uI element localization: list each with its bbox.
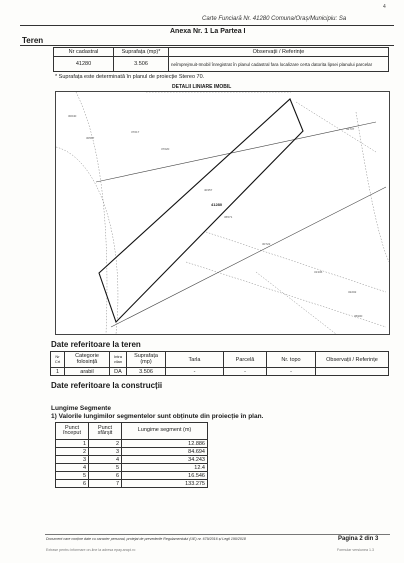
plan-label: 30722 bbox=[262, 242, 271, 246]
cell-nr-cadastral: 41280 bbox=[54, 57, 114, 72]
cell-sfarsit: 5 bbox=[89, 464, 122, 472]
lungime-subtitle: 1) Valorile lungimilor segmentelor sunt obținute din proiecție în plan. bbox=[51, 413, 264, 420]
ref-teren-row bbox=[51, 368, 389, 376]
cell-parcela: - bbox=[224, 368, 267, 376]
teren-rule bbox=[20, 45, 394, 46]
cell-inceput: 6 bbox=[56, 480, 89, 488]
cell-sfarsit: 3 bbox=[89, 448, 122, 456]
anexa-title: Anexa Nr. 1 La Partea I bbox=[170, 28, 246, 35]
cell-nr-crt: 1 bbox=[51, 368, 65, 376]
cell-inceput: 1 bbox=[56, 440, 89, 448]
cell-lungime: 133.275 bbox=[122, 480, 208, 488]
table-row bbox=[56, 464, 208, 472]
plan-label: 36571 bbox=[224, 215, 233, 219]
ref-teren-table bbox=[50, 351, 389, 376]
col-nr-crt: Nr Crt bbox=[51, 352, 65, 368]
table-row bbox=[56, 440, 208, 448]
cell-inceput: 3 bbox=[56, 456, 89, 464]
ref-teren-header-row bbox=[51, 352, 389, 368]
plan-label: 42737 bbox=[346, 127, 355, 131]
parcel-number: 41280 bbox=[211, 202, 223, 207]
cell-nr-topo: - bbox=[267, 368, 316, 376]
plan-label: 32202 bbox=[348, 290, 357, 294]
plan-label: 31336 bbox=[314, 270, 323, 274]
cell-inceput: 5 bbox=[56, 472, 89, 480]
cell-sfarsit: 6 bbox=[89, 472, 122, 480]
lungime-table bbox=[55, 422, 208, 488]
cell-observatii: neîmprejmuit-Imobil înregistrat în planul cadastral fara localizare certa datorita lipsei planului parcelar bbox=[169, 57, 389, 72]
col-observatii-ref: Observații / Referințe bbox=[316, 352, 389, 368]
cell-categorie: arabil bbox=[65, 368, 110, 376]
plan-title: DETALII LINIARE IMOBIL bbox=[172, 84, 232, 90]
ref-teren-title: Date referitoare la teren bbox=[51, 340, 141, 349]
cell-tarla: - bbox=[166, 368, 224, 376]
col-punct-inceput: Punct început bbox=[56, 423, 89, 440]
cell-lungime: 16.546 bbox=[122, 472, 208, 480]
cell-intravilan: DA bbox=[110, 368, 127, 376]
col-lungime: Lungime segment (m) bbox=[122, 423, 208, 440]
col-suprafata-mp: Suprafața (mp) bbox=[127, 352, 166, 368]
lungime-header-row bbox=[56, 423, 208, 440]
cell-inceput: 4 bbox=[56, 464, 89, 472]
online-extract-notice: Extrase pentru informare on-line la adresa epay.ancpi.ro bbox=[46, 548, 136, 552]
plan-label: 30040 bbox=[68, 114, 77, 118]
col-intravilan: Intra vilan bbox=[110, 352, 127, 368]
cell-lungime: 34.243 bbox=[122, 456, 208, 464]
corner-page-mark: 4 bbox=[383, 4, 386, 10]
cell-inceput: 2 bbox=[56, 448, 89, 456]
col-suprafata: Suprafața (mp)* bbox=[114, 48, 169, 57]
col-parcela: Parcelă bbox=[224, 352, 267, 368]
col-punct-sfarsit: Punct sfârșit bbox=[89, 423, 122, 440]
carte-funciara-header: Carte Funciară Nr. 41280 Comuna/Oraș/Municipiu: Sa bbox=[202, 16, 347, 22]
col-nr-cadastral: Nr cadastral bbox=[54, 48, 114, 57]
plan-drawing bbox=[56, 92, 389, 334]
table-row bbox=[56, 480, 208, 488]
cell-sfarsit: 2 bbox=[89, 440, 122, 448]
cadastral-plan bbox=[55, 91, 390, 335]
col-tarla: Tarla bbox=[166, 352, 224, 368]
teren-title: Teren bbox=[22, 36, 44, 45]
teren-row bbox=[54, 57, 389, 72]
header-rule bbox=[20, 25, 394, 26]
plan-label: 36900 bbox=[354, 314, 363, 318]
plan-label: 37017 bbox=[131, 130, 140, 134]
suprafata-footnote: * Suprafața este determinată în planul de proiecție Stereo 70. bbox=[55, 74, 205, 80]
ref-constructii-title: Date referitoare la construcții bbox=[51, 381, 163, 390]
cell-suprafata-mp: 3.506 bbox=[127, 368, 166, 376]
table-row bbox=[56, 472, 208, 480]
table-row bbox=[56, 456, 208, 464]
cell-sfarsit: 7 bbox=[89, 480, 122, 488]
cell-observatii-ref bbox=[316, 368, 389, 376]
teren-header-row bbox=[54, 48, 389, 57]
cell-suprafata: 3.506 bbox=[114, 57, 169, 72]
page-number: Pagina 2 din 3 bbox=[338, 536, 379, 542]
cell-lungime: 12.4 bbox=[122, 464, 208, 472]
col-categorie: Categorie folosință bbox=[65, 352, 110, 368]
teren-table bbox=[53, 47, 389, 72]
footer-rule bbox=[45, 534, 390, 535]
plan-label: 40357 bbox=[204, 188, 213, 192]
personal-data-notice: Document care conține date cu caracter personal, protejat de prevederile Regulamentului (UE) nr. 679/2016 și Legii 190/2018 bbox=[46, 537, 246, 541]
table-row bbox=[56, 448, 208, 456]
plan-label: 30587 bbox=[86, 136, 95, 140]
form-version: Formular versiunea 1.3 bbox=[337, 548, 374, 552]
plan-label: 37020 bbox=[161, 147, 170, 151]
parcel-boundary bbox=[99, 99, 303, 322]
cell-lungime: 84.694 bbox=[122, 448, 208, 456]
col-observatii: Observații / Referințe bbox=[169, 48, 389, 57]
cell-sfarsit: 4 bbox=[89, 456, 122, 464]
cell-lungime: 12.886 bbox=[122, 440, 208, 448]
lungime-title: Lungime Segmente bbox=[51, 405, 111, 412]
col-nr-topo: Nr. topo bbox=[267, 352, 316, 368]
